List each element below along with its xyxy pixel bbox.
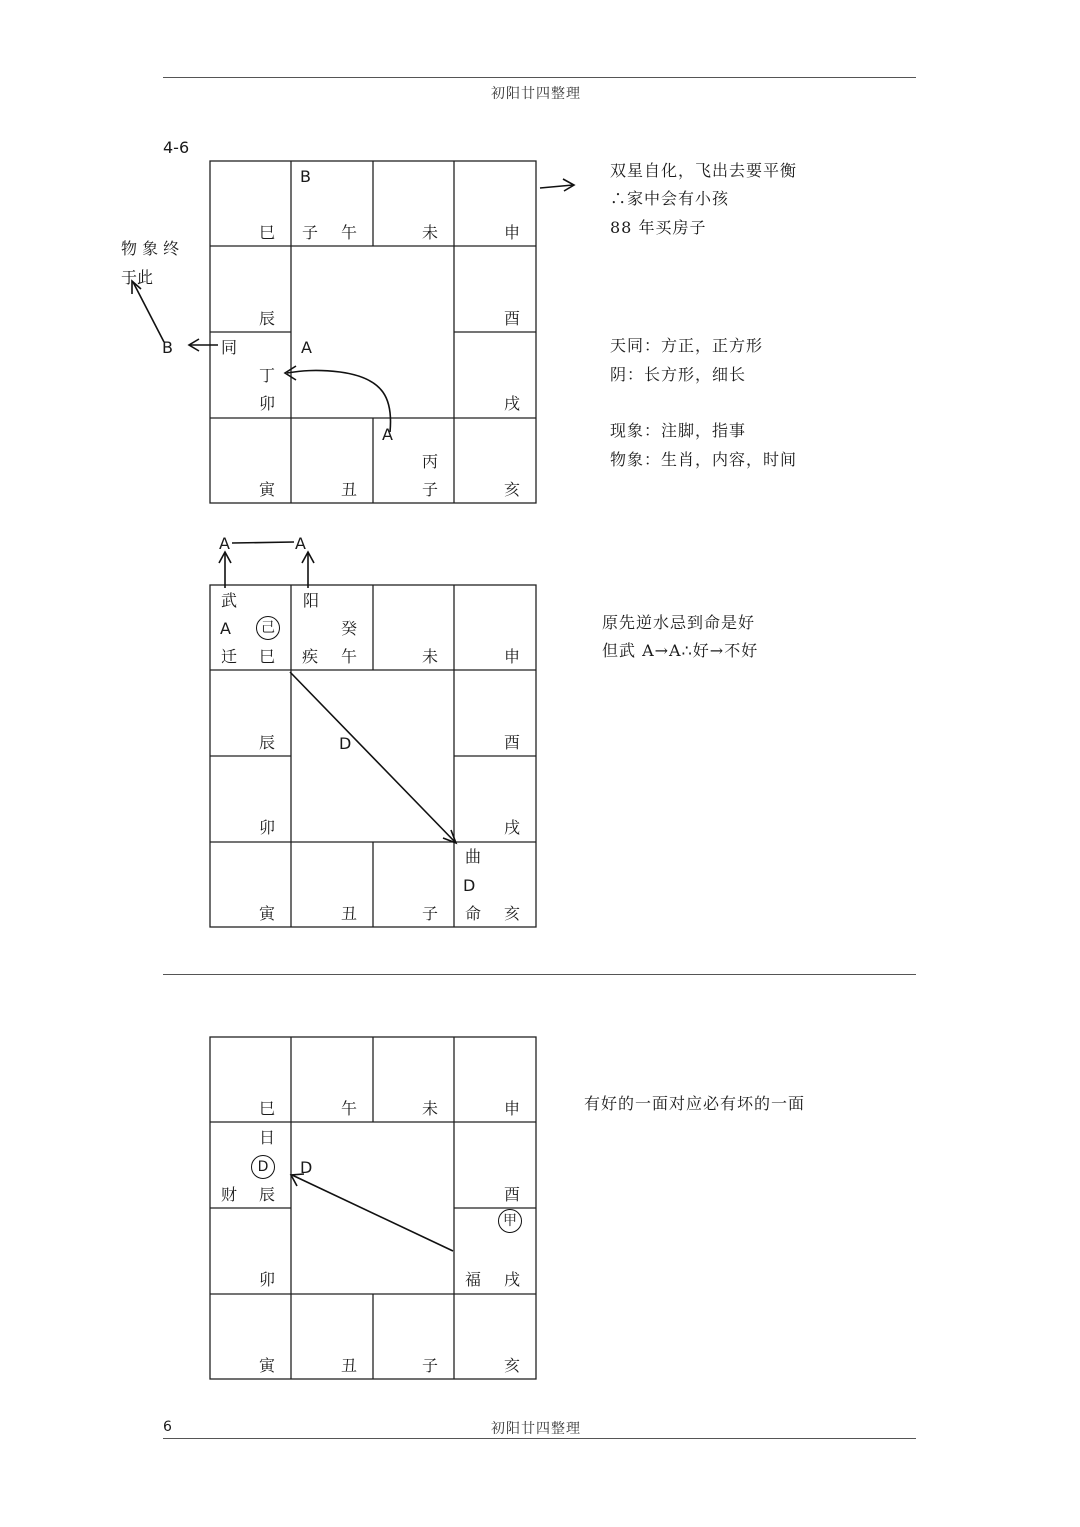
chart1-note-4: 天同：方正，正方形 [610,336,764,355]
chart2-palace-chou: 丑 [341,904,358,923]
chart2-palace-you: 酉 [504,733,521,752]
chart3-palace-chou: 丑 [341,1356,358,1375]
chart2-palace-yin: 寅 [259,904,276,923]
chart1-note-2: ∴家中会有小孩 [610,189,730,208]
chart3-note-1: 有好的一面对应必有坏的一面 [584,1094,806,1113]
chart1-tong: 同 [221,338,238,357]
chart2-qu-d: D [463,876,476,895]
chart1-note-7: 物象：生肖，内容，时间 [610,450,798,469]
chart3-jia-circle: 甲 [498,1209,522,1233]
chart2-qian: 迁 [221,647,238,666]
chart2-top-a-left: A [219,534,230,553]
chart1-b-top: B [300,167,311,186]
chart2-palace-xu: 戌 [504,818,521,837]
chart2-note-1: 原先逆水忌到命是好 [602,613,756,632]
chart1-side-note-2: 于此 [121,268,154,287]
chart1-side-b: B [162,338,173,357]
footer-page-number: 6 [163,1419,172,1435]
header-title: 初阳廿四整理 [491,86,581,102]
chart1-palace-hai: 亥 [504,480,521,499]
chart3-cai: 财 [221,1185,238,1204]
chart3-palace-zi: 子 [422,1356,439,1375]
chart3-ri: 日 [259,1128,276,1147]
footer-rule [163,1438,916,1439]
chart3-palace-xu: 戌 [504,1270,521,1289]
chart1-palace-shen: 申 [504,223,521,242]
chart2-palace-zi: 子 [422,904,439,923]
chart1-a-mid: A [301,338,312,357]
chart1-wu-stem: 子 [302,223,319,242]
chart2-d-mid: D [339,734,352,753]
chart2-ji-palace: 疾 [302,647,319,666]
chart1-note-3: 88 年买房子 [610,218,707,237]
chart2-wu-a: A [220,619,231,638]
chart1-palace-xu: 戌 [504,394,521,413]
chart2-palace-chen: 辰 [259,733,276,752]
chart3-palace-si: 巳 [259,1099,276,1118]
chart1-palace-wu: 午 [341,223,358,242]
chart3-palace-wu: 午 [341,1099,358,1118]
chart2-gui: 癸 [341,619,358,638]
chart2-ming: 命 [465,904,482,923]
chart1-palace-chou: 丑 [341,480,358,499]
chart3-d-circle: D [251,1155,275,1179]
section-label: 4-6 [163,138,190,157]
chart1-ding: 丁 [259,366,276,385]
chart3-d-label: D [300,1158,313,1177]
chart2-palace-mao: 卯 [259,818,276,837]
chart3-palace-wei: 未 [422,1099,439,1118]
chart1-a-bottom: A [382,425,393,444]
chart3-fu: 福 [465,1270,482,1289]
chart2-wu-star: 武 [221,591,238,610]
chart3-palace-mao: 卯 [259,1270,276,1289]
chart3-palace-hai: 亥 [504,1356,521,1375]
footer-title: 初阳廿四整理 [491,1421,581,1437]
chart3-palace-shen: 申 [504,1099,521,1118]
chart1-palace-si: 巳 [259,223,276,242]
chart1-note-6: 现象：注脚，指事 [610,421,747,440]
chart1-bing: 丙 [422,452,439,471]
chart2-ji-circle: 己 [256,616,280,640]
chart2-qu: 曲 [465,847,482,866]
chart1-side-note-1: 物 象 终 [121,239,180,258]
chart2-palace-si: 巳 [259,647,276,666]
chart1-note-5: 阴：长方形，细长 [610,365,747,384]
chart1-palace-wei: 未 [422,223,439,242]
chart1-palace-you: 酉 [504,309,521,328]
chart1-palace-chen: 辰 [259,309,276,328]
chart1-palace-yin: 寅 [259,480,276,499]
chart3-palace-you: 酉 [504,1185,521,1204]
chart2-palace-shen: 申 [504,647,521,666]
chart2-palace-wu: 午 [341,647,358,666]
chart2-palace-wei: 未 [422,647,439,666]
chart1-palace-mao: 卯 [259,394,276,413]
chart2-yang: 阳 [303,591,320,610]
chart2-note-2: 但武 A→A∴好→不好 [602,641,759,660]
chart1-note-1: 双星自化，飞出去要平衡 [610,161,798,180]
chart2-palace-hai: 亥 [504,904,521,923]
chart3-palace-chen: 辰 [259,1185,276,1204]
chart2-top-a-right: A [295,534,306,553]
chart3-palace-yin: 寅 [259,1356,276,1375]
chart1-palace-zi: 子 [422,480,439,499]
